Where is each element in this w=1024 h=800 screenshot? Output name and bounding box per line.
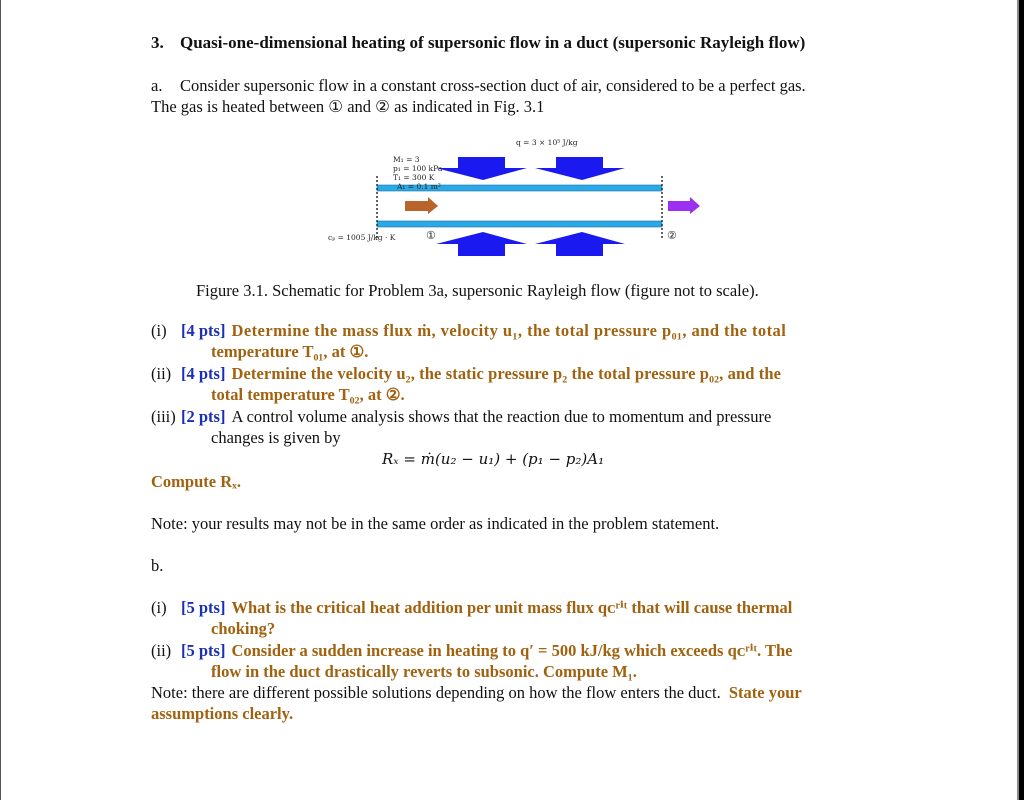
item-number: (i) <box>151 598 167 617</box>
item-text-line1: Consider a sudden increase in heating to q′ = 500 kJ/kg which exceeds qᴄʳⁱᵗ. The <box>231 641 793 660</box>
part-a-label: a. <box>151 76 163 95</box>
reaction-equation: Rₓ = ṁ(u₂ − u₁) + (p₁ − p₂)A₁ <box>382 450 605 468</box>
figure-caption: Figure 3.1. Schematic for Problem 3a, supersonic Rayleigh flow (figure not to scale). <box>196 281 759 300</box>
item-text-line2: changes is given by <box>211 428 341 447</box>
part-a-intro-text: Consider supersonic flow in a constant cross-section duct of air, considered to be a perfect gas. <box>180 76 806 95</box>
part-a-intro-line1 <box>151 76 806 96</box>
problem-title-text: Quasi-one-dimensional heating of supersonic flow in a duct (supersonic Rayleigh flow) <box>180 33 806 52</box>
station-1-label: ① <box>426 229 436 242</box>
heat-arrow-top-2-icon <box>535 157 625 180</box>
inlet-temperature: T₁ = 300 K <box>393 173 435 182</box>
points-badge: [4 pts] <box>181 364 226 383</box>
right-border <box>1019 0 1024 800</box>
item-text-line2: choking? <box>211 619 276 638</box>
item-text-line1: What is the critical heat addition per unit mass flux qᴄʳⁱᵗ that will cause thermal <box>231 598 793 617</box>
points-badge: [2 pts] <box>181 407 226 426</box>
points-badge: [5 pts] <box>181 641 226 660</box>
part-a-intro-line2: The gas is heated between ① and ② as indicated in Fig. 3.1 <box>151 97 545 116</box>
inlet-conditions <box>393 155 442 191</box>
heat-arrow-bottom-2-icon <box>535 232 625 256</box>
part-a-item-iii <box>151 407 872 448</box>
part-b-note-emphasis: State your <box>728 683 802 702</box>
part-b-item-i <box>151 598 872 639</box>
item-number: (iii) <box>151 407 176 426</box>
part-a-item-ii <box>151 364 872 405</box>
heat-arrow-bottom-1-icon <box>436 232 527 256</box>
inlet-mach: M₁ = 3 <box>393 155 420 164</box>
inlet-pressure: p₁ = 100 kPa <box>393 164 443 173</box>
item-text-line1: Determine the velocity u₂, the static pressure p₂ the total pressure p₀₂, and the <box>231 364 782 383</box>
problem-number: 3. <box>151 33 164 52</box>
part-b-note-line2: assumptions clearly. <box>151 704 294 723</box>
part-b-note-line1 <box>151 683 802 703</box>
outlet-flow-arrow-icon <box>668 197 700 214</box>
item-text-line1: Determine the mass flux ṁ, velocity u₁, the total pressure p₀₁, and the total <box>231 321 787 340</box>
item-text-line2: total temperature T₀₂, at ②. <box>211 385 405 404</box>
inlet-area: A₁ = 0.1 m² <box>397 182 441 191</box>
heat-arrow-top-1-icon <box>436 157 527 180</box>
part-b-note-text: Note: there are different possible solutions depending on how the flow enters the duct. <box>151 683 721 702</box>
item-number: (i) <box>151 321 167 340</box>
part-b-label: b. <box>151 556 164 575</box>
item-number: (ii) <box>151 364 172 383</box>
part-a-note: Note: your results may not be in the same order as indicated in the problem statement. <box>151 514 720 533</box>
heat-addition-label: q = 3 × 10⁵ J/kg <box>516 138 578 147</box>
part-b-item-ii <box>151 641 872 682</box>
part-a-item-i <box>151 321 872 362</box>
cp-label: cₚ = 1005 J/kg · K <box>328 233 396 242</box>
item-text-line2: temperature T₀₁, at ①. <box>211 342 369 361</box>
left-border <box>0 0 1 800</box>
problem-title <box>151 33 805 53</box>
item-number: (ii) <box>151 641 172 660</box>
compute-rx: Compute Rₓ. <box>151 472 241 491</box>
points-badge: [5 pts] <box>181 598 226 617</box>
inlet-flow-arrow-icon <box>405 197 438 214</box>
figure-3-1 <box>320 130 720 260</box>
station-2-label: ② <box>667 229 677 242</box>
item-text-line2: flow in the duct drastically reverts to subsonic. Compute M₁. <box>211 662 637 681</box>
duct-bottom-wall <box>377 221 662 227</box>
item-text-line1: A control volume analysis shows that the reaction due to momentum and pressure <box>231 407 772 426</box>
points-badge: [4 pts] <box>181 321 226 340</box>
